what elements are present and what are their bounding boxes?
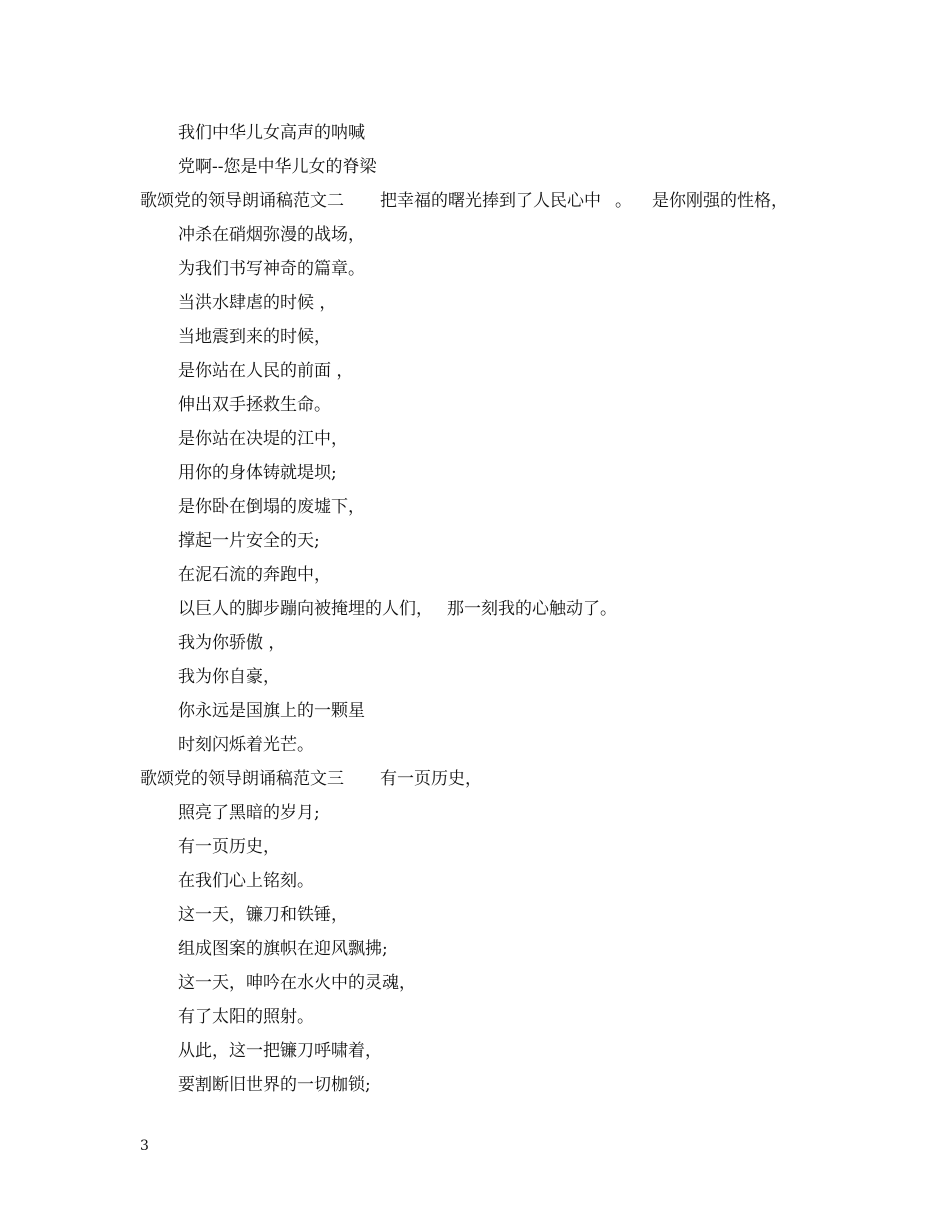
page-number: 3 (140, 1138, 149, 1154)
text-line: 我们中华儿女高声的呐喊 (178, 123, 365, 143)
text-line: 这一天，镰刀和铁锤， (178, 905, 348, 925)
text-line: 有了太阳的照射。 (178, 1007, 314, 1027)
text-line: 是你站在决堤的江中， (178, 429, 348, 449)
text-line: 要割断旧世界的一切枷锁; (178, 1075, 371, 1095)
text-line: 当洪水肆虐的时候 ， (178, 293, 337, 313)
text-line: 为我们书写神奇的篇章。 (178, 259, 365, 279)
section-text: 把幸福的曙光捧到了人民心中 (380, 191, 601, 211)
text-line: 用你的身体铸就堤坝; (178, 463, 337, 483)
section-text: 。 (615, 191, 632, 211)
text-line: 是你站在人民的前面 ， (178, 361, 354, 381)
text-line: 组成图案的旗帜在迎风飘拂; (178, 939, 388, 959)
text-line: 伸出双手拯救生命。 (178, 395, 331, 415)
section-text: 有一页历史， (380, 769, 482, 789)
text-line: 当地震到来的时候， (178, 327, 331, 347)
section-title: 歌颂党的领导朗诵稿范文二 (140, 191, 344, 211)
text-line: 冲杀在硝烟弥漫的战场， (178, 225, 365, 245)
text-line: 在泥石流的奔跑中， (178, 565, 331, 585)
document-body (140, 116, 860, 1102)
section-heading-line (140, 762, 860, 796)
line-segment: 那一刻我的心触动了。 (447, 599, 617, 619)
text-line: 从此，这一把镰刀呼啸着， (178, 1041, 382, 1061)
text-line: 党啊--您是中华儿女的脊梁 (178, 157, 377, 177)
text-line: 我为你自豪， (178, 667, 280, 687)
text-line: 撑起一片安全的天; (178, 531, 320, 551)
section-heading-line (140, 184, 860, 218)
text-line: 是你卧在倒塌的废墟下， (178, 497, 365, 517)
line-segment: 以巨人的脚步蹦向被掩埋的人们， (178, 599, 433, 619)
text-line (140, 592, 860, 626)
text-line: 你永远是国旗上的一颗星 (178, 701, 365, 721)
text-line: 照亮了黑暗的岁月; (178, 803, 320, 823)
text-line: 我为你骄傲 ， (178, 633, 286, 653)
text-line: 时刻闪烁着光芒。 (178, 735, 314, 755)
text-line: 在我们心上铭刻。 (178, 871, 314, 891)
text-line: 这一天，呻吟在水火中的灵魂， (178, 973, 416, 993)
section-title: 歌颂党的领导朗诵稿范文三 (140, 769, 344, 789)
section-text: 是你刚强的性格， (652, 191, 788, 211)
text-line: 有一页历史， (178, 837, 280, 857)
